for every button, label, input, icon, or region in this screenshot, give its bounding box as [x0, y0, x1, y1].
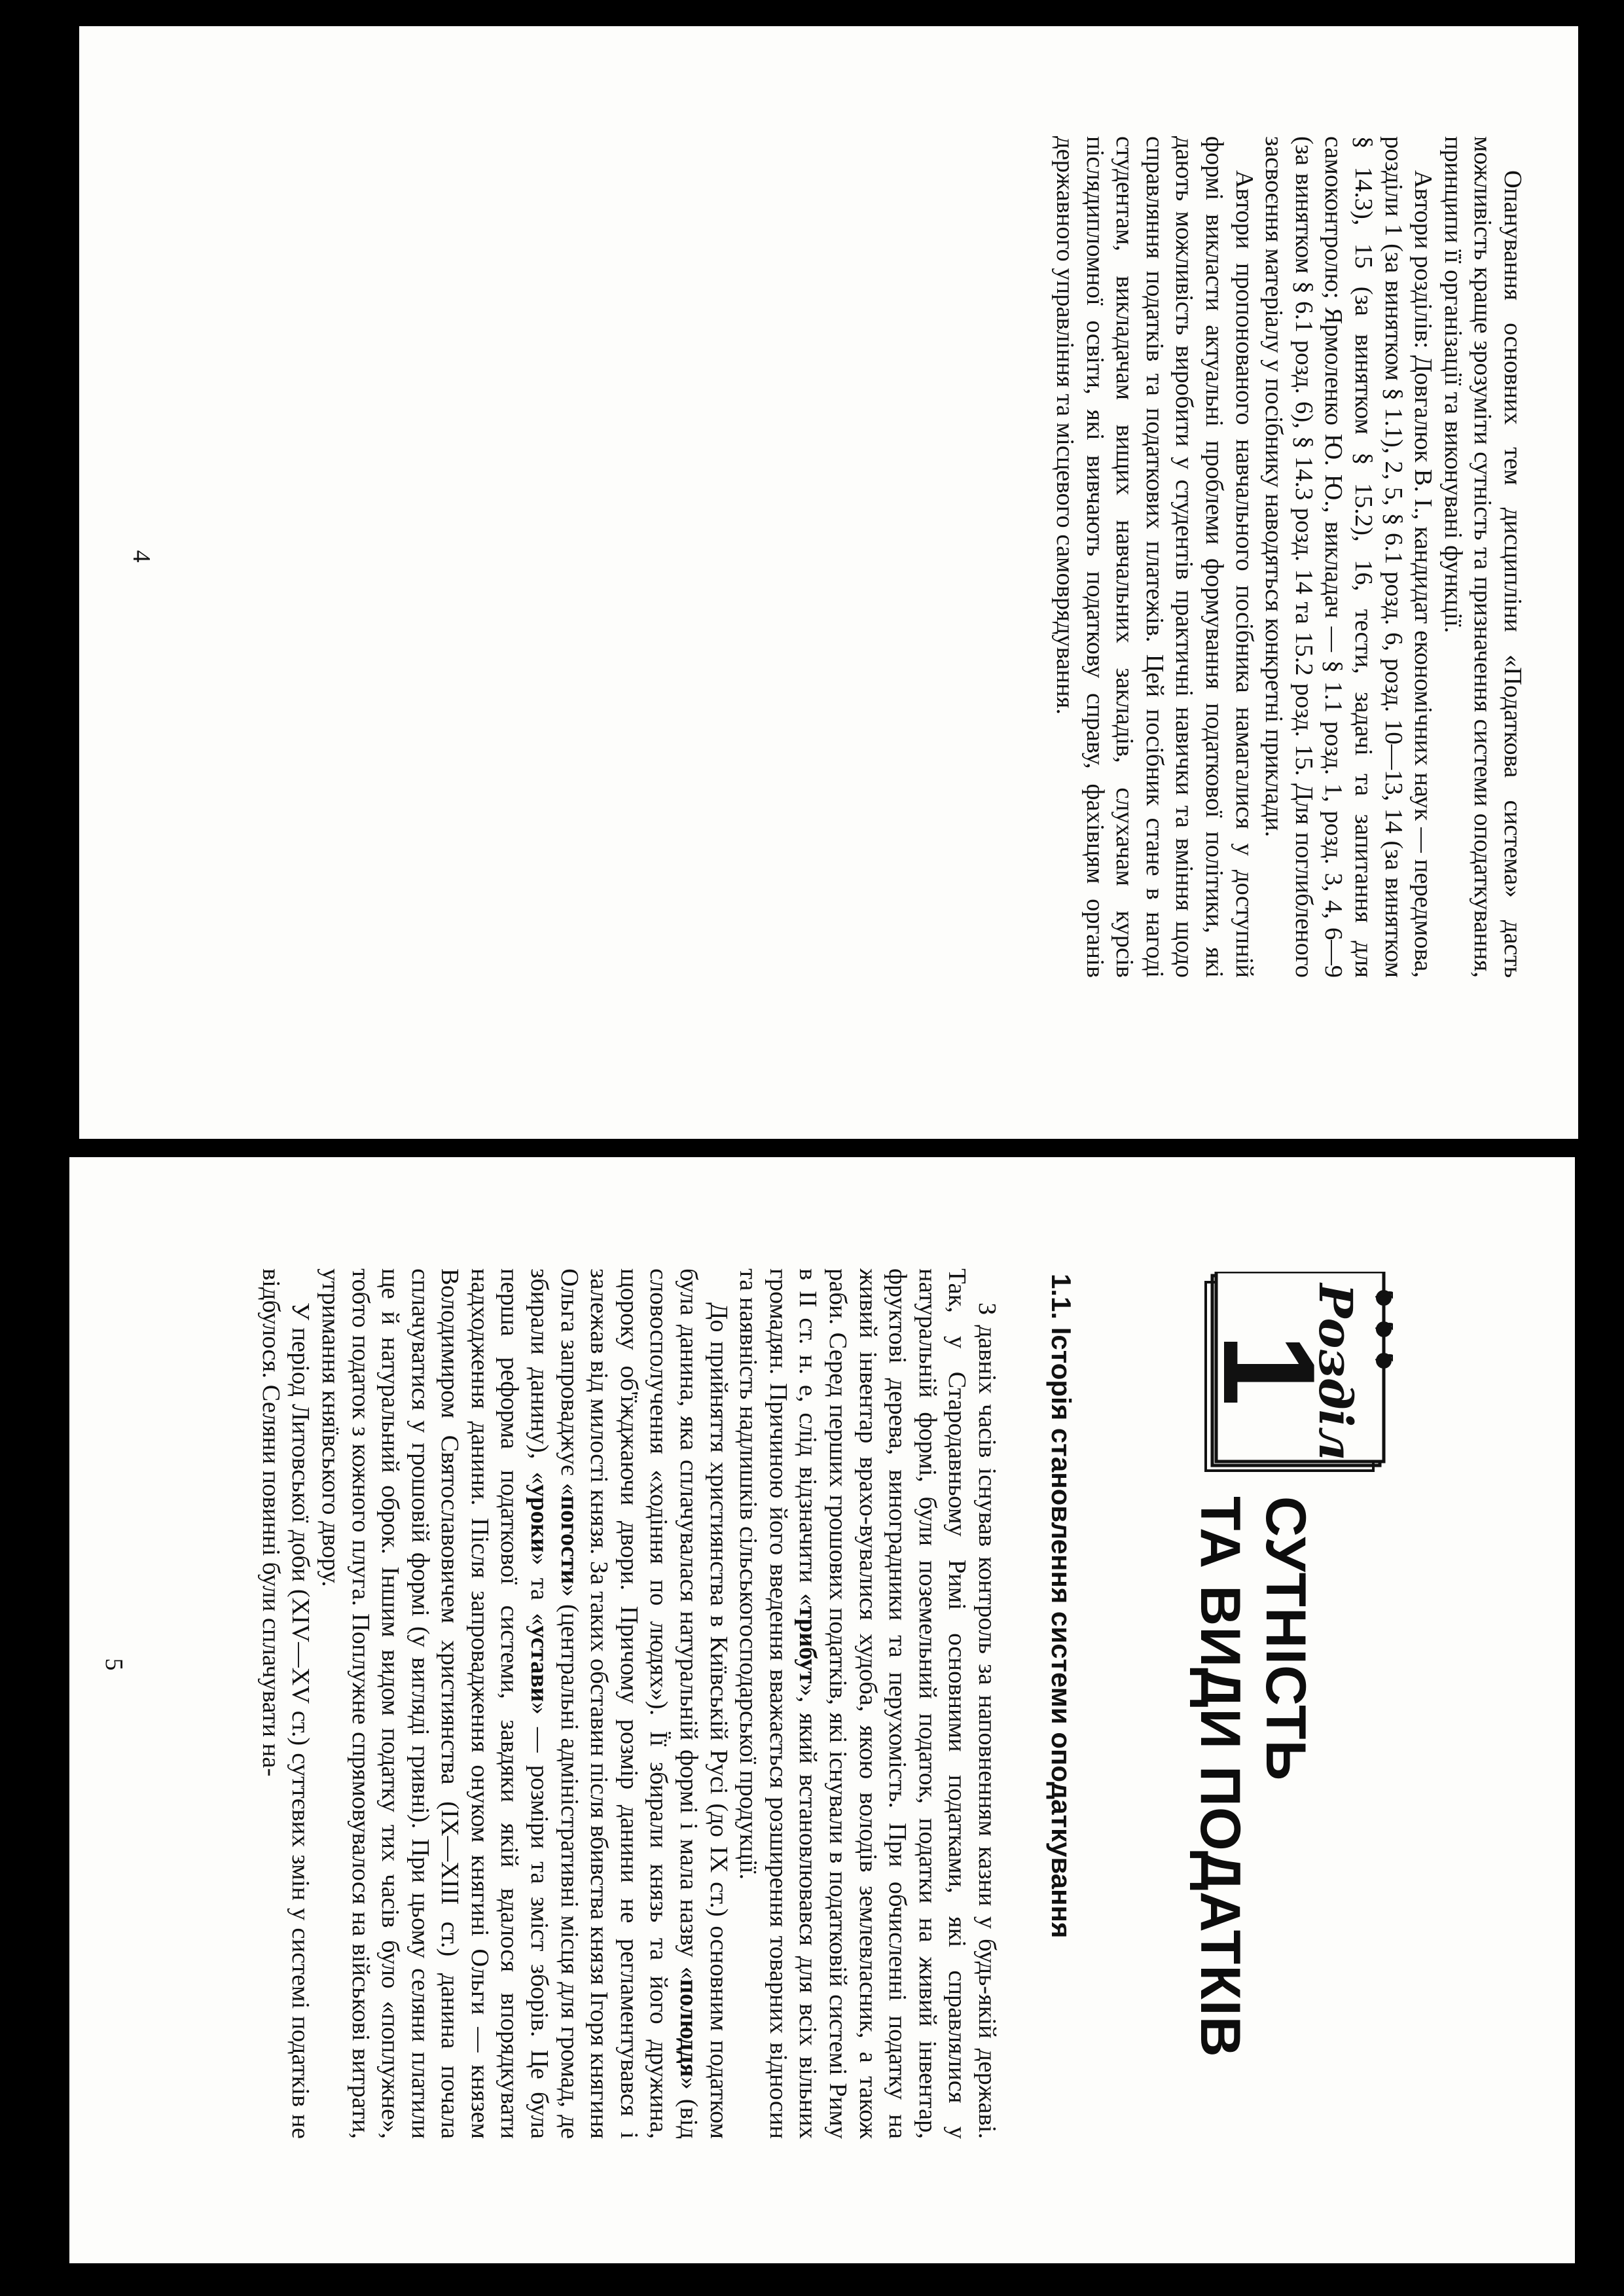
notepad-icon — [1199, 1272, 1393, 1481]
text-run: З давніх часів існував контроль за наповненням казни у будь-якій державі. Так, у Стародавньому Римі основними податками, які справлялися у натуральній формі, були поземельний податок, податки на живий інвентар, фруктові дерева, виноградники та перухомість. При обчисленні податку на живий інвентар врахо-вувалися худоба, якою володів землевласник, а також раби. Серед перших грошових податків, які існували в податковій системі Риму в II ст. н. е, слід відзначити « — [794, 1268, 1001, 2139]
bold-term: устави — [526, 1625, 554, 1702]
page-4 — [79, 26, 1578, 1139]
page-number: 4 — [128, 550, 155, 563]
text-run: », який встановлювався для всіх вільних громадян. Причиною його введення вважається розширення товарних відносин та наявність надлишків сільськогосподарської продукції. — [734, 1268, 822, 2139]
paragraph — [255, 1268, 315, 2139]
bold-term: полюддя — [675, 1979, 703, 2077]
paragraph — [733, 1268, 1001, 2139]
text-run: » (від словосполучення «ходіння по людях»). Її збирали князь та його дружина, щороку об'їжджаючи двори. Причому розмір данини не регламентувався і залежав від милості князя. За таких обставин після вбивства князя Ігоря княгиня Ольга запроваджує « — [555, 1268, 703, 2139]
text-run: » — розміри та зміст зборів. Це була перша реформа податкової системи, завдяки якій вдалося впорядкувати надходження данини. Після запровадження онуком княгині Ольги — князем Володимиром Святославовичем християнства (IX—XIII ст.) данина почала сплачуватися у грошовій формі (у вигляді гривні). При цьому селяни платили ще й натуральний оброк. Іншим видом податку тих часів було «поплужне», тобто податок з кожного плуга. Поплужне спрямовувалося на військові витрати, утримання княївського двору. — [316, 1268, 554, 2140]
bold-term: трибут — [794, 1605, 822, 1684]
text-run: » та « — [526, 1552, 554, 1626]
page-5 — [69, 1157, 1575, 2263]
emblem-number: 1 — [1199, 1333, 1342, 1407]
bold-term: уроки — [526, 1484, 554, 1553]
bold-term: погости — [555, 1495, 583, 1585]
page-5-body — [255, 1268, 1001, 2139]
text-run: Опанування основних тем дисципліни «Податкова система» дасть можливість краще зрозуміти сутність та призначення системи оподаткування, принципи її організації та виконувані функції. — [1439, 136, 1526, 978]
scanner-edge — [0, 0, 53, 2296]
paragraph — [1259, 136, 1438, 978]
chapter-title-line-2: ТА ВИДИ ПОДАТКІВ — [1189, 1496, 1252, 2058]
text-run: Автори пропонованого навчального посібника намагалися у доступній формі викласти актуальні проблеми формування податкової політики, які дають можливість виробити у студентів практичні навички та вміння щодо справляння податків та податкових платежів. Цей посібник стане в нагоді студентам, викладачам вищих навчальних закладів, слухачам курсів післядипломної освіти, які вивчають податкову справу, фахівцям органів державного управління та місцевого самоврядування. — [1051, 136, 1258, 978]
paragraph — [315, 1268, 732, 2139]
section-heading: 1.1. Історія становлення системи оподаткування — [1046, 1274, 1077, 1939]
chapter-emblem — [1199, 1272, 1393, 1481]
page-number: 5 — [100, 1658, 128, 1671]
page-4-body — [1050, 136, 1528, 978]
paragraph — [1050, 136, 1259, 978]
text-run: » (центральні адміністративні місця для громад, де збирали данину), « — [526, 1268, 583, 2139]
paragraph — [1437, 136, 1527, 978]
text-run: У період Литовської доби (XIV—XV ст.) суттєвих змін у системі податків не відбулося. Селяни повинні були сплачувати на- — [257, 1268, 315, 2139]
text-run: Автори розділів: Довгалюк В. І., кандидат економічних наук — передмова, розділи 1 (за винятком § 1.1), 2, 5, § 6.1 розд. 6, розд. 10—13, 14 (за винятком § 14.3), 15 (за винятком § 15.2), 16, тести, задачі та запитання для самоконтролю; Ярмоленко Ю. Ю., викладач — § 1.1 розд. 1, розд. 3, 4, 6—9 (за винятком § 6.1 розд. 6), § 14.3 розд. 14 та 15.2 розд. 15. Для поглибленого засвоєння матеріалу у посібнику наводяться конкретні приклади. — [1260, 136, 1437, 978]
text-run: До прийняття християнства в Київській Русі (до IX ст.) основним податком була данина, яка сплачувалася натуральній формі і мала назву « — [675, 1268, 732, 2139]
emblem-word: Розділ — [1308, 1283, 1363, 1461]
chapter-title — [1187, 1496, 1318, 2058]
chapter-title-line-1: СУТНІСТЬ — [1254, 1496, 1317, 1782]
